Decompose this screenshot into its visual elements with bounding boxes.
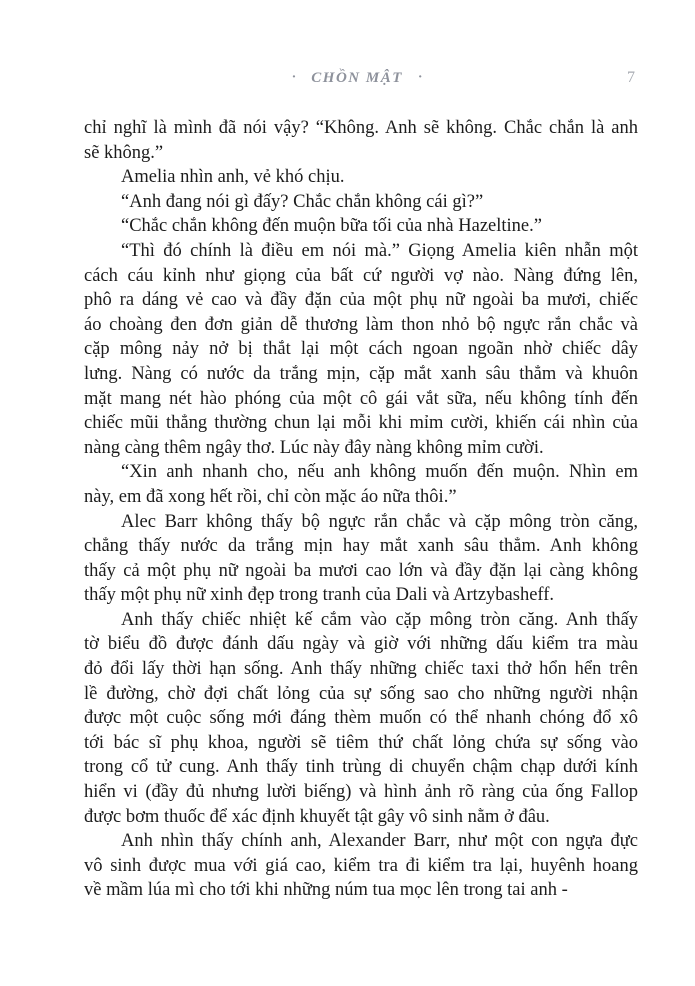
- text-line: mặt mang nét hào phóng của một cô gái vắt sữa, nếu không tính đến: [84, 388, 638, 409]
- paragraph: [84, 829, 638, 903]
- paragraph: [84, 116, 638, 165]
- paragraph: [84, 239, 638, 460]
- text-line: “Thì đó chính là điều em nói mà.” Giọng Amelia kiên nhẫn một: [121, 240, 638, 261]
- body-text: [84, 116, 638, 903]
- page-number: 7: [627, 69, 635, 86]
- paragraph: [84, 608, 638, 829]
- text-line: Alec Barr không thấy bộ ngực rắn chắc và cặp mông tròn căng,: [121, 511, 638, 532]
- text-line: cách cáu kỉnh như giọng của bất cứ người vợ nào. Nàng đứng lên,: [84, 265, 638, 286]
- page-header: [84, 66, 638, 90]
- text-line: chiếc mũi thẳng thường chun lại mỗi khi mỉm cười, khiến cái nhìn của: [84, 413, 638, 434]
- text-line: thấy một phụ nữ xinh đẹp trong tranh của Dali và Artzybasheff.: [84, 585, 555, 606]
- chapter-title: CHỒN MẬT: [311, 70, 403, 86]
- text-line: tờ biểu đồ được đánh dấu ngày và giờ với những dấu kiểm tra màu: [84, 634, 638, 655]
- paragraph: [84, 190, 638, 215]
- text-line: được bơm thuốc để xác định khuyết tật gây vô sinh nằm ở đâu.: [84, 806, 550, 827]
- text-line: vô sinh được mua với giá cao, kiểm tra đi kiểm tra lại, huyênh hoang: [84, 855, 638, 876]
- text-line: lưng. Nàng có nước da trắng mịn, cặp mắt xanh sâu thẳm và khuôn: [84, 363, 638, 384]
- text-line: lề đường, chờ đợi chất lỏng của sự sống sao cho những người nhận: [84, 683, 638, 704]
- paragraph: [84, 510, 638, 608]
- text-line: tới bác sĩ phụ khoa, người sẽ tiêm thứ chất lỏng chứa sự sống vào: [84, 732, 638, 753]
- text-line: này, em đã xong hết rồi, chỉ còn mặc áo nữa thôi.”: [84, 486, 457, 507]
- text-line: “Xin anh nhanh cho, nếu anh không muốn đến muộn. Nhìn em: [121, 462, 638, 483]
- text-line: cặp mông nảy nở bị thắt lại một cách ngoan ngoãn nhờ chiếc dây: [84, 339, 638, 360]
- text-line: được một cuộc sống mới đáng thèm muốn có thể nhanh chóng đổ xô: [84, 708, 638, 729]
- text-line: chỉ nghĩ là mình đã nói vậy? “Không. Anh sẽ không. Chắc chắn là anh: [84, 118, 638, 138]
- ornament-dot-right: ·: [417, 70, 423, 85]
- paragraph: [84, 214, 638, 239]
- text-line: về mầm lúa mì cho tới khi những núm tua mọc lên trong tai anh -: [84, 880, 568, 901]
- text-line: Anh nhìn thấy chính anh, Alexander Barr, như một con ngựa đực: [121, 831, 638, 852]
- chapter-title-group: [292, 66, 423, 90]
- ornament-dot-left: ·: [291, 70, 297, 85]
- text-line: thấy cả một phụ nữ ngoài ba mươi cao lớn và đầy đặn lại càng không: [84, 560, 638, 581]
- text-line: “Anh đang nói gì đấy? Chắc chắn không cái gì?”: [121, 191, 484, 212]
- text-line: Anh thấy chiếc nhiệt kế cắm vào cặp mông tròn căng. Anh thấy: [121, 609, 638, 630]
- text-line: “Chắc chắn không đến muộn bữa tối của nhà Hazeltine.”: [121, 216, 542, 237]
- text-line: áo choàng đen đơn giản dễ thương làm thon nhỏ bộ ngực rắn chắc và: [84, 314, 638, 335]
- text-line: trong cổ tử cung. Anh thấy tinh trùng di chuyển chậm chạp dưới kính: [84, 757, 638, 778]
- text-line: nàng càng thêm ngây thơ. Lúc này đây nàng không mỉm cười.: [84, 437, 544, 458]
- text-line: Amelia nhìn anh, vẻ khó chịu.: [121, 167, 345, 188]
- text-line: đỏ đổi lấy thời hạn sống. Anh thấy những chiếc taxi thở hổn hển trên: [84, 659, 638, 680]
- paragraph: [84, 460, 638, 509]
- text-line: chẳng thấy nước da trắng mịn hay mắt xanh sâu thẳm. Anh không: [84, 536, 638, 557]
- text-line: phô ra dáng vẻ cao và đầy đặn của một phụ nữ ngoài ba mươi, chiếc: [84, 290, 638, 311]
- paragraph: [84, 165, 638, 190]
- text-line: hiển vi (đầy đủ nhưng lười biếng) và hình ảnh rõ ràng của ống Fallop: [84, 782, 638, 803]
- text-line: sẽ không.”: [84, 142, 164, 163]
